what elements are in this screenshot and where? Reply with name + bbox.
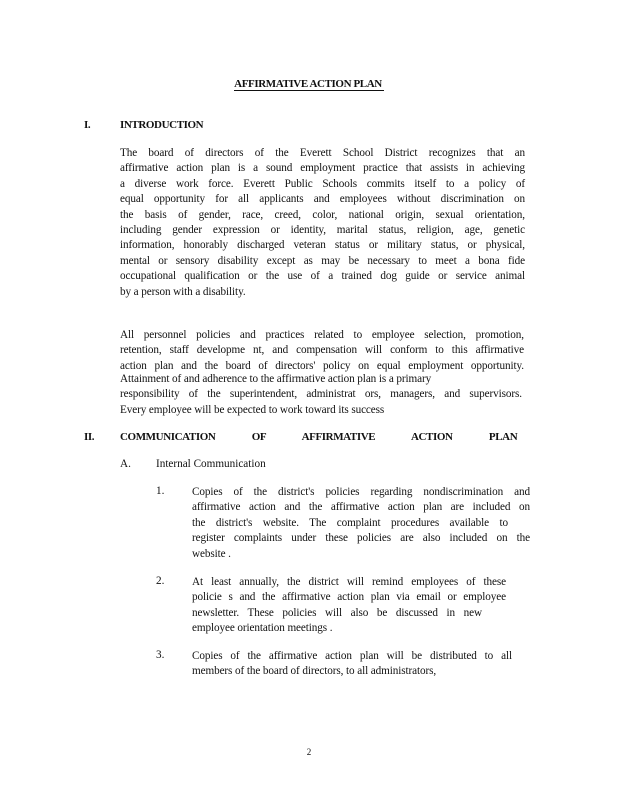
intro-paragraph-2 (120, 328, 524, 374)
section-1-numeral: I. (84, 119, 91, 131)
paragraph-line: responsibility of the superintendent, administrat ors, managers, and supervisors. (120, 388, 522, 401)
paragraph-line: a diverse work force. Everett Public Schools commits itself to a policy of (120, 177, 525, 190)
paragraph-line: information, honorably discharged veteran status or military status, or physical, (120, 239, 525, 252)
section-2-heading: COMMUNICATION OF AFFIRMATIVE ACTION PLAN (120, 431, 518, 443)
intro-paragraph-1 (120, 146, 525, 300)
paragraph-line: affirmative action plan is a sound employment practice that assists in achieving (120, 162, 525, 175)
subsection-a-letter: A. (120, 458, 131, 470)
list-item-line: affirmative action and the affirmative action plan are included on (192, 501, 530, 514)
section-1-heading: INTRODUCTION (120, 119, 204, 131)
list-item-number: 1. (156, 485, 165, 497)
paragraph-line: The board of directors of the Everett School District recognizes that an (120, 147, 525, 159)
paragraph-line: the basis of gender, race, creed, color, national origin, sexual orientation, (120, 208, 525, 221)
list-item-line: Copies of the district's policies regarding nondiscrimination and (192, 486, 530, 498)
paragraph-line: Every employee will be expected to work toward its success (120, 403, 385, 416)
list-item-line: register complaints under these policies are also included on the (192, 532, 530, 545)
paragraph-line: equal opportunity for all applicants and employees without discrimination on (120, 193, 525, 206)
paragraph-line: by a person with a disability. (120, 285, 246, 298)
list-item-line: At least annually, the district will remind employees of these (192, 576, 506, 588)
section-2-numeral: II. (84, 431, 95, 443)
list-item (192, 575, 506, 637)
paragraph-line: All personnel policies and practices related to employee selection, promotion, (120, 329, 524, 341)
list-item (192, 649, 512, 680)
list-item-line: the district's website. The complaint procedures available to (192, 516, 508, 529)
document-title: AFFIRMATIVE ACTION PLAN (234, 78, 382, 90)
intro-paragraph-3 (120, 372, 522, 418)
list-item-line: members of the board of directors, to all administrators, (192, 665, 437, 678)
list-item-line: website . (192, 547, 231, 560)
list-item (192, 485, 530, 562)
subsection-a-heading: Internal Communication (156, 458, 266, 470)
paragraph-line: mental or sensory disability except as may be necessary to meet a bona fide (120, 254, 525, 267)
paragraph-line: Attainment of and adherence to the affirmative action plan is a primary (120, 373, 432, 385)
list-item-line: Copies of the affirmative action plan will be distributed to all (192, 650, 512, 662)
list-item-line: employee orientation meetings . (192, 622, 333, 635)
list-item-number: 2. (156, 575, 165, 587)
paragraph-line: occupational qualification or the use of a trained dog guide or service animal (120, 270, 525, 283)
paragraph-line: including gender expression or identity, marital status, religion, age, genetic (120, 224, 525, 237)
list-item-number: 3. (156, 649, 165, 661)
paragraph-line: action plan and the board of directors' policy on equal employment opportunity. (120, 359, 524, 372)
paragraph-line: retention, staff developme nt, and compensation will conform to this affirmative (120, 344, 524, 357)
list-item-line: policie s and the affirmative action plan via email or employee (192, 591, 506, 604)
list-item-line: newsletter. These policies will also be discussed in new (192, 606, 482, 619)
page-number: 2 (306, 747, 312, 757)
